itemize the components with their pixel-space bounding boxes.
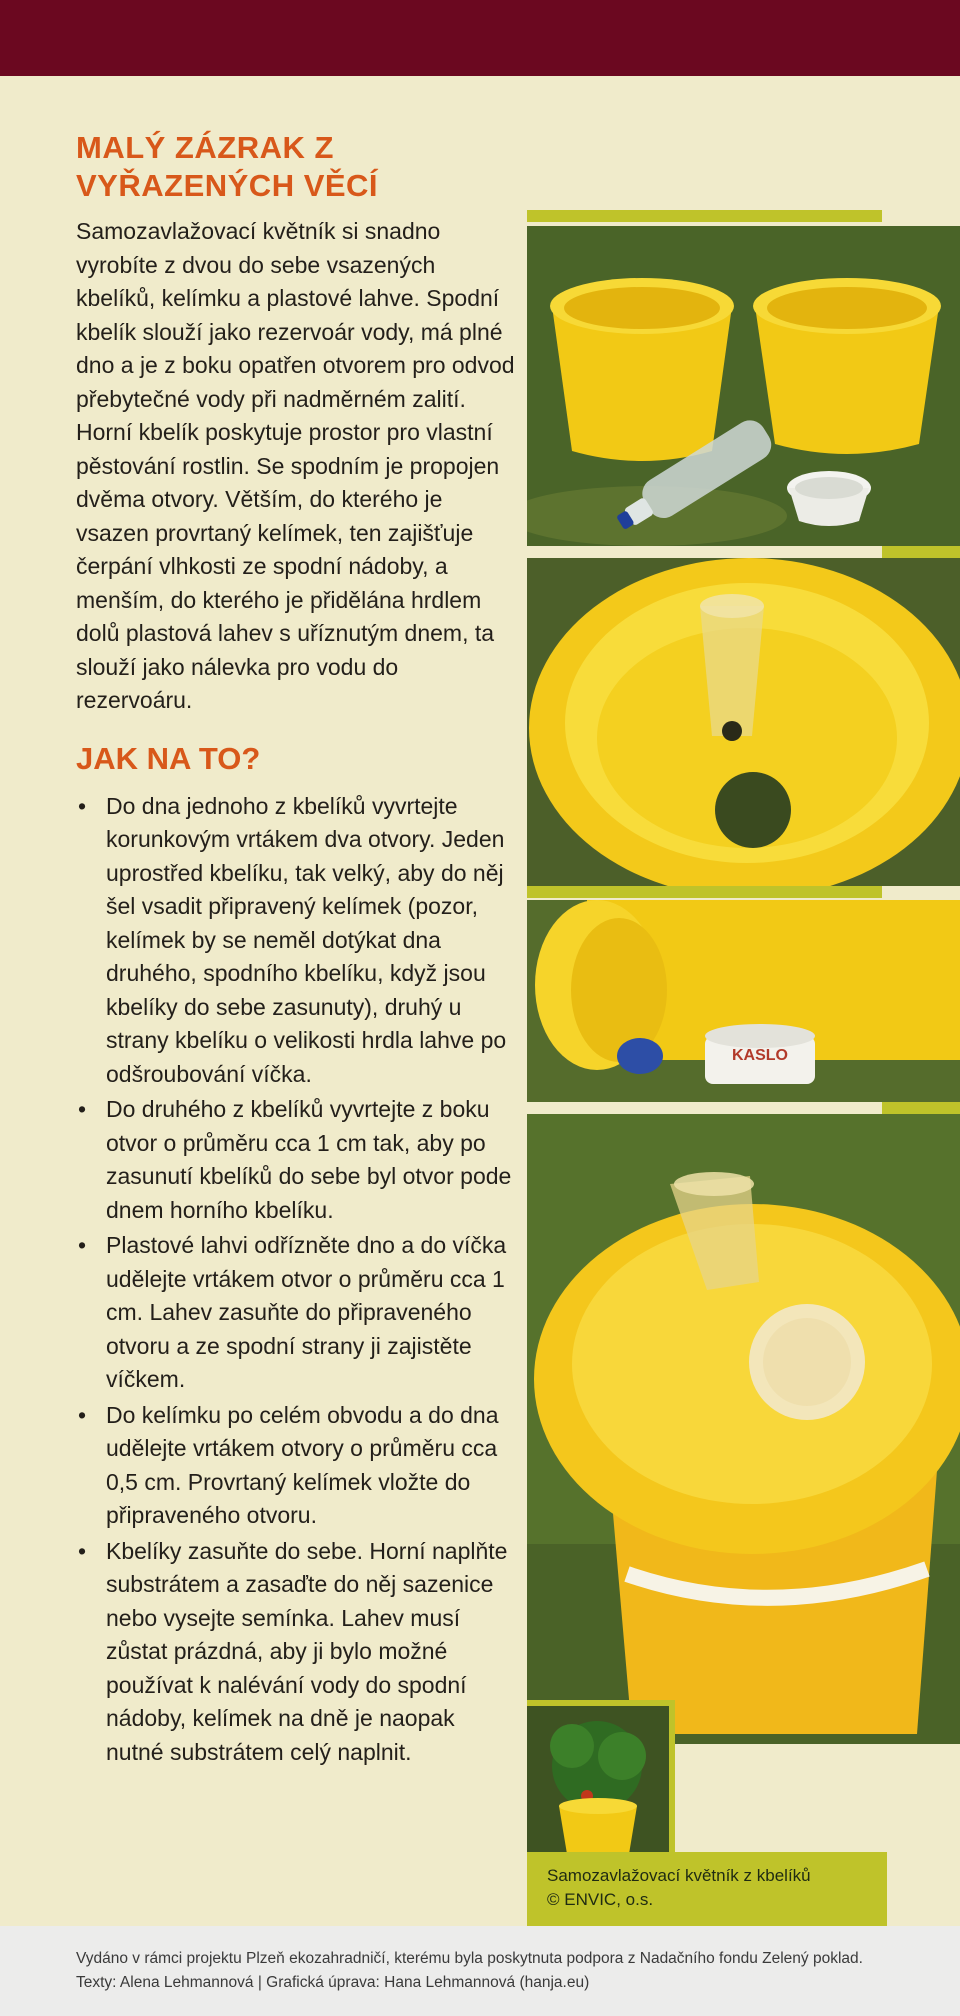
caption-credit: © ENVIC, o.s. [547,1890,654,1909]
list-item [76,1399,516,1533]
bullet-icon: • [78,1401,87,1428]
footer-project-line: Vydáno v rámci projektu Plzeň ekozahradničí, kterému byla poskytnuta podpora z Nadačního fondu Zelený poklad. [76,1950,863,1967]
step-text: Do dna jednoho z kbelíků vyvrtejte korunkovým vrtákem dva otvory. Jeden uprostřed kbelíku, tak velký, aby do něj šel vsadit připravený kelímek (pozor, kelímek by se neměl dotýkat dna druhého, spodního kbelíku, když jsou kbelíky do sebe zasunuty), druhý u strany kbelíku o velikosti hrdla lahve po odšroubování víčka. [106,792,507,1087]
bullet-icon: • [78,1537,87,1564]
steps-list [76,790,516,1770]
lime-strip [527,886,882,898]
content-area [0,76,960,1926]
bullet-icon: • [78,1096,87,1122]
lime-strip [882,1102,960,1114]
assembled-buckets-illustration [527,1114,960,1744]
footer [0,1926,960,2016]
step-text: Kbelíky zasuňte do sebe. Horní naplňte substrátem a zasaďte do něj sazenice nebo vysejte semínka. Lahev musí zůstat prázdná, aby ji bylo možné používat k nalévání vody do spodní nádoby, kelímek na dně je naopak nutné substrátem celý naplnit. [106,1537,508,1765]
step-text: Do druhého z kbelíků vyvrtejte z boku otvor o průměru cca 1 cm tak, aby po zasunutí kbelíků do sebe byl otvor pode dnem horního kbelíku. [106,1096,512,1223]
list-item [76,790,516,1092]
bucket-bottom-illustration [527,900,960,1102]
intro-paragraph: Samozavlažovací květník si snadno vyrobíte z dvou do sebe vsazených kbelíků, kelímku a plastové lahve. Spodní kbelík slouží jako rezervoár vody, má plné dno a je z boku opatřen otvorem pro odvod přebytečné vody při nadměrném zalití. Horní kbelík poskytuje prostor pro vlastní pěstování rostlin. Se spodním je propojen dvěma otvory. Větším, do kterého je vsazen provrtaný kelímek, ten zajišťuje čerpání vlhkosti ze spodní nádoby, a menším, do kterého je přidělána hrdlem dolů plastová lahev s uříznutým dnem, ta slouží jako nálevka pro vodu do rezervoáru. [76,218,515,713]
list-item [76,1229,516,1397]
photo-bucket-interior [527,558,960,886]
caption-title: Samozavlažovací květník z kbelíků [547,1866,811,1885]
buckets-illustration [527,226,960,546]
top-bar [0,0,960,76]
step-text: Plastové lahvi odřízněte dno a do víčka udělejte vrtákem otvor o průměru cca 1 cm. Lahev zasuňte do připraveného otvoru a ze spodní strany ji zajistěte víčkem. [106,1232,507,1392]
cup-label: KASLO [732,1047,788,1064]
photo-column [527,134,960,1946]
footer-credits-line: Texty: Alena Lehmannová | Grafická úprava: Hana Lehmannová (hanja.eu) [76,1974,590,1991]
bullet-icon: • [78,792,87,819]
photo-buckets-and-bottle [527,226,960,546]
lime-strip [527,210,882,222]
text-column [76,129,516,1771]
tomato-planter-illustration [527,1706,669,1858]
photo-tomato-planter [527,1700,675,1858]
bullet-icon: • [78,1232,87,1258]
photo-assembled-buckets [527,1114,960,1744]
photo-bucket-bottom [527,900,960,1102]
list-item [76,1535,516,1770]
lime-strip [882,546,960,558]
section-heading: JAK NA TO? [76,740,261,776]
caption-text [547,1864,811,1912]
bucket-interior-illustration [527,558,960,886]
step-text: Do kelímku po celém obvodu a do dna udělejte vrtákem otvory o průměru cca 0,5 cm. Provrtaný kelímek vložte do připraveného otvoru. [106,1401,499,1528]
list-item [76,1093,516,1227]
main-heading: MALÝ ZÁZRAK Z VYŘAZENÝCH VĚCÍ [76,130,379,203]
